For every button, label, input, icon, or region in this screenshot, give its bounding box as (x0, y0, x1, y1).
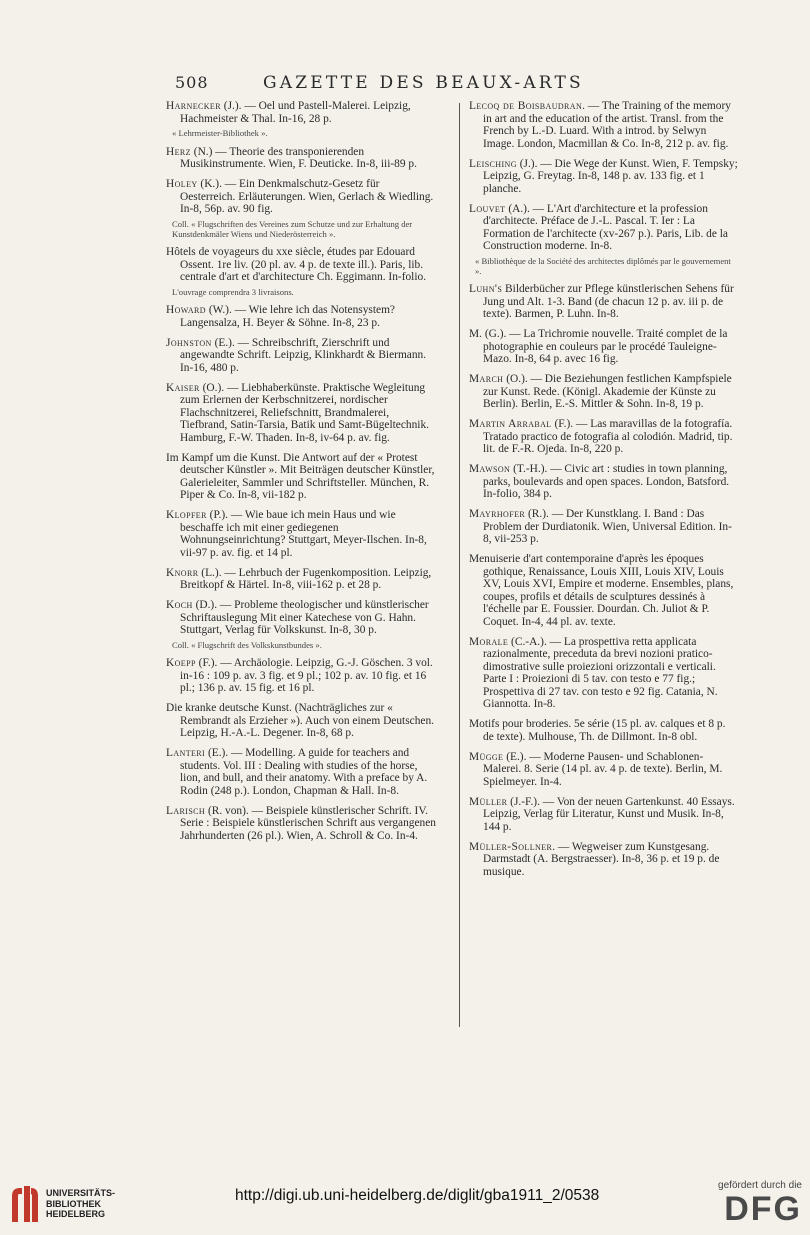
bibliography-entry (166, 337, 436, 375)
entry-text: Die kranke deutsche Kunst. (Nachträgliches zur « Rembrandt als Erzieher »). Auch von einem Deutschen. Leipzig, H.-A.-L. Degener. In-8, 68 p. (166, 702, 434, 739)
entry-text: (E.). — Modelling. A guide for teachers and students. Vol. III : Dealing with studies of the horse, lion, and bull, and their anatomy. With a preface by A. Rodin (248 p.). London, Chapman & Hall. In-8. (180, 747, 428, 797)
library-name (46, 1188, 115, 1220)
running-title: GAZETTE DES BEAUX-ARTS (263, 73, 584, 93)
entry-text: (W.). — Wie lehre ich das Notensystem? Langensalza, H. Beyer & Söhne. In-8, 23 p. (180, 304, 395, 329)
bibliography-entry (166, 599, 436, 637)
entry-text: (E.). — Schreibschrift, Zierschrift und angewandte Schrift. Leipzig, Klinkhardt & Biermann. In-16, 480 p. (180, 336, 427, 374)
library-crest-icon (8, 1184, 42, 1224)
entry-text: (R.). — Der Kunstklang. I. Band : Das Problem der Durdiatonik. Wien, Universal Edition. In-8, vii-253 p. (483, 508, 732, 545)
entry-author: Howard (166, 304, 206, 316)
entry-text: (R. von). — Beispiele künstlerischer Schrift. IV. Serie : Beispiele künstlerischen Schrift aus vergangenen Jahrhunderten (26 pl.). Wien, A. Schroll & Co. In-4. (180, 804, 437, 842)
entry-text: (K.). — Ein Denkmalschutz-Gesetz für Oesterreich. Erläuterungen. Wien, Gerlach & Wiedling. In-8, 56p. av. 90 fig. (180, 178, 434, 215)
bibliography-entry (469, 158, 739, 196)
library-line: HEIDELBERG (46, 1209, 106, 1219)
entry-author: Knorr (166, 566, 199, 579)
entry-author: Müller-Sollner (469, 840, 553, 853)
right-column (469, 100, 739, 886)
entry-text: M. (G.). — La Trichromie nouvelle. Traité complet de la photographie en couleurs par le procédé Tauleigne-Mazo. In-8, 64 p. avec 16 fig. (469, 328, 728, 365)
bibliography-entry (166, 246, 436, 284)
library-line: BIBLIOTHEK (46, 1198, 101, 1209)
entry-author: Müller (469, 795, 508, 808)
bibliography-entry (469, 553, 739, 628)
library-line: UNIVERSITÄTS- (46, 1188, 116, 1198)
entry-author: Klopfer (166, 509, 207, 521)
entry-author: Johnston (166, 336, 212, 349)
entry-author: Larisch (166, 804, 206, 817)
page-number: 508 (175, 73, 209, 92)
library-logo[interactable] (8, 1182, 158, 1230)
bibliography-entry (469, 283, 739, 321)
bibliography-entry (469, 418, 739, 456)
bibliography-entry (166, 178, 436, 216)
funder-logo[interactable] (718, 1180, 802, 1227)
bibliography-entry (469, 718, 739, 743)
entry-text: Bilderbücher zur Pflege künstlerischen Sehens für Jung und Alt. 1-3. Band (de chacun 12 p. av. iii p. de texte). Barmen, P. Luhn. In-8. (483, 283, 734, 320)
entry-text: Motifs pour broderies. 5e série (15 pl. av. calques et 8 p. de texte). Mulhouse, Th. de Dillmont. In-8 obl. (469, 718, 726, 743)
entry-text: . — The Training of the memory in art and the education of the artist. Transl. from the French by L.-D. Luard. With a introd. by Selwyn Image. London, Macmillan & Co. In-8, 212 p. av. fig. (483, 100, 731, 150)
entry-author: Kaiser (166, 381, 200, 394)
entry-author: Martin Arrabal (469, 418, 552, 430)
entry-text: (J.). — Oel und Pastell-Malerei. Leipzig, Hachmeister & Thal. In-16, 28 p. (180, 100, 411, 125)
bibliography-entry (469, 751, 739, 789)
entry-author: Holey (166, 178, 198, 190)
entry-text: (F.). — Las maravillas de la fotografía. Tratado practico de fotografia al colodión. Madrid, tip. lit. de F.-R. Ojeda. In-8, 220 p. (483, 418, 733, 455)
bibliography-entry (469, 508, 739, 546)
entry-note: « Lehrmeister-Bibliothek ». (172, 128, 268, 138)
entry-text: (O.). — Die Beziehungen festlichen Kampfspiele zur Kunst. Rede. (Königl. Akademie der Künste zu Berlin). Berlin, E.-S. Mittler & Sohn. In-8, 19 p. (483, 373, 732, 410)
entry-note: L'ouvrage comprendra 3 livraisons. (172, 286, 294, 297)
entry-author: Mawson (469, 463, 511, 475)
entry-text: (T.-H.). — Civic art : studies in town planning, parks, boulevards and open spaces. London, Batsford. In-folio, 384 p. (483, 463, 730, 500)
bibliography-entry (166, 567, 436, 592)
bibliography-entry (166, 304, 436, 329)
entry-author: Mayrhofer (469, 508, 526, 520)
source-url-link[interactable]: http://digi.ub.uni-heidelberg.de/diglit/gba1911_2/0538 (235, 1187, 600, 1204)
entry-author: Leisching (469, 157, 517, 170)
bibliography-entry (166, 100, 436, 125)
bibliography-entry (469, 203, 739, 253)
entry-author: Koch (166, 599, 193, 611)
entry-text: (A.). — L'Art d'architecture et la profession d'architecte. Préface de J.-L. Pascal. T. Ier : La Formation de l'architecte (xv-267 p.). Paris, Lib. de la Construction moderne. In-8. (483, 202, 728, 252)
bibliography-entry (166, 382, 436, 445)
entry-text: Hôtels de voyageurs du xxe siècle, études par Edouard Ossent. 1re liv. (20 pl. av. 4 p. de texte ill.). Paris, lib. centrale d'art et d'architecture Ch. Eggimann. In-folio. (166, 246, 427, 283)
page-header (175, 73, 715, 95)
entry-text: (P.). — Wie baue ich mein Haus und wie beschaffe ich mit einer gediegenen Wohnungseinrichtung? Stuttgart, Meyer-Ilschen. In-8, vii-97 p. av. fig. et 14 pl. (180, 509, 427, 559)
entry-text: (O.). — Liebhaberkünste. Praktische Wegleitung zum Erlernen der Kerbschnitzerei, nordischer Flachschnitzerei, Reliefschnitt, Brandmalerei, Tiefbrand, Satin-Tarsia, Batik und Samt-Bügeltechnik. Hamburg, F.-W. Thaden. In-8, iv-64 p. av. fig. (180, 381, 430, 444)
entry-author: Lecoq de Boisbaudran (469, 100, 583, 112)
bibliography-entry (166, 657, 436, 695)
entry-text: Im Kampf um die Kunst. Die Antwort auf der « Protest deutscher Künstler ». Mit Beiträgen deutscher Künstler, Galerieleiter, Sammler und Schriftsteller. München, R. Piper & Co. In-8, vii-182 p. (166, 451, 435, 501)
entry-author: Morale (469, 635, 509, 648)
column-divider (459, 103, 460, 1027)
bibliography-entry (469, 841, 739, 879)
entry-author: Harnecker (166, 100, 221, 112)
entry-text: Menuiserie d'art contemporaine d'après les époques gothique, Renaissance, Louis XIII, Louis XIV, Louis XV, Louis XVI, Empire et moderne. Ensembles, plans, coupes, profils et détails de sculptures dessinés à l'échelle par E. Foussier. Dourdan. Ch. Juliot & P. Coquet. In-4, 44 pl. av. texte. (469, 553, 734, 628)
bibliography-entry (166, 452, 436, 502)
bibliography-entry (469, 796, 739, 834)
left-column (166, 100, 436, 850)
funded-by-text: gefördert durch die (718, 1180, 802, 1191)
entry-author: Koepp (166, 657, 196, 669)
bibliography-entry (469, 463, 739, 501)
bibliography-entry (166, 146, 436, 171)
bibliography-entry (166, 747, 436, 797)
bibliography-entry (469, 373, 739, 411)
entry-text: (N.) — Theorie des transponierenden Musikinstrumente. Wien, F. Deuticke. In-8, iii-89 p. (180, 145, 417, 170)
bibliography-entry (166, 805, 436, 843)
entry-author: March (469, 373, 504, 385)
entry-note: Coll. « Flugschriften des Vereines zum Schutze und zur Erhaltung der Kunstdenkmäler Wiens und Niederösterreich ». (172, 218, 413, 239)
entry-text: . — Wegweiser zum Kunstgesang. Darmstadt (A. Bergstraesser). In-8, 36 p. et 19 p. de musique. (483, 840, 720, 878)
entry-text: (D.). — Probleme theologischer und künstlerischer Schriftauslegung Mit einer Katechese von G. Hahn. Stuttgart, Verlag für Volkskunst. In-8, 30 p. (180, 599, 429, 636)
entry-author: Mügge (469, 750, 504, 763)
entry-author: Lanteri (166, 747, 206, 759)
entry-text: (F.). — Archäologie. Leipzig, G.-J. Göschen. 3 vol. in-16 : 109 p. av. 3 fig. et 9 pl.; 102 p. av. 10 fig. et 16 pl.; 136 p. av. 15 fig. et 16 pl. (180, 657, 433, 694)
entry-note: Coll. « Flugschrift des Volkskunstbundes ». (172, 639, 322, 650)
entry-author: Louvet (469, 202, 506, 215)
dfg-logo: DFG (724, 1190, 802, 1228)
bibliography-entry (469, 328, 739, 366)
bibliography-entry (469, 636, 739, 711)
entry-text: (J.). — Die Wege der Kunst. Wien, F. Tempsky; Leipzig, G. Freytag. In-8, 148 p. av. 133 fig. et 1 planche. (483, 157, 738, 195)
entry-text: (L.). — Lehrbuch der Fugenkomposition. Leipzig, Breitkopf & Härtel. In-8, viii-162 p. et 28 p. (180, 566, 432, 591)
entry-author: Herz (166, 145, 191, 158)
entry-text: (C.-A.). — La prospettiva retta applicata razionalmente, preceduta da brevi nozioni pratico-dimostrative sulle proiezioni orizzontali e verticali. Parte I : Proiezioni di 5 tav. con testo e 77 fig.; Prospettiva di 27 tav. con testo e 92 fig. Catania, N. Giannotta. In-8. (483, 635, 718, 710)
entry-author: Luhn's (469, 283, 503, 295)
bibliography-entry (469, 100, 739, 150)
entry-text: (J.-F.). — Von der neuen Gartenkunst. 40 Essays. Leipzig, Verlag für Literatur, Kunst und Musik. In-8, 144 p. (483, 795, 735, 833)
entry-text: (E.). — Moderne Pausen- und Schablonen-Malerei. 8. Serie (14 pl. av. 4 p. de texte). Berlin, M. Spielmeyer. In-4. (483, 750, 723, 788)
bibliography-entry (166, 509, 436, 559)
bibliography-entry (166, 702, 436, 740)
entry-note: « Bibliothèque de la Société des architectes diplômés par le gouvernement ». (475, 255, 731, 276)
